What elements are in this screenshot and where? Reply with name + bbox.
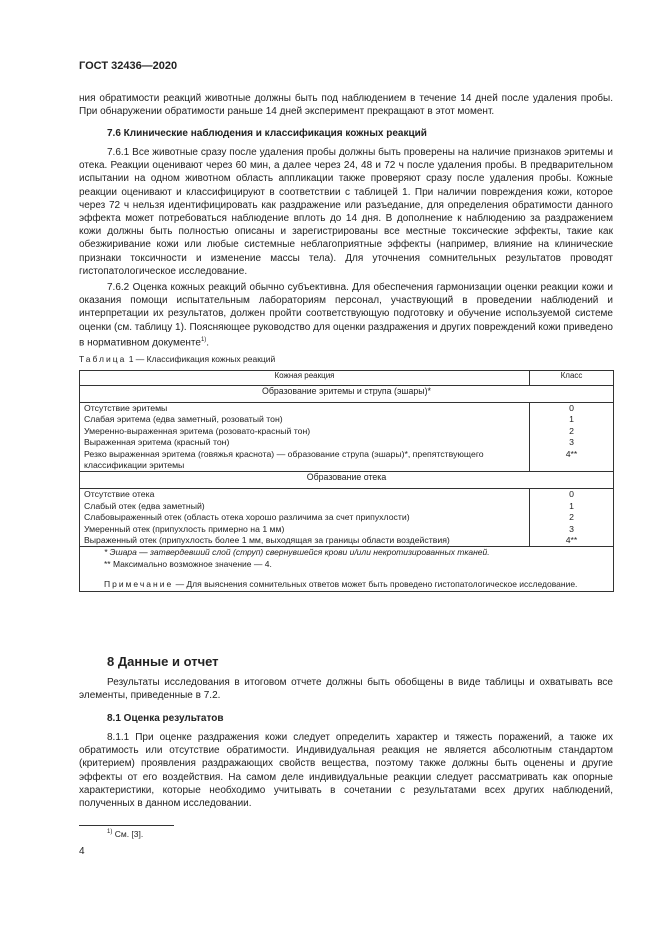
note-max-value: ** Максимально возможное значение — 4.: [104, 558, 272, 569]
table-notes-row: [80, 547, 614, 591]
table-row-class: 4**: [565, 448, 578, 459]
paragraph-7-6-2-text: 7.6.2 Оценка кожных реакций обычно субъективна. Для обеспечения гармонизации оценки реакции кожи и оказания помощи испытательным лабораториям персонал, участвующий в проведении наблюдений и интерпретации их результатов, должен пройти соответствующую подготовку и обучение используемой системе оценки (см. таблицу 1). Поясняющее руководство для оценки раздражения и других повреждений кожи приведено в нормативном документе: [79, 282, 613, 349]
erythema-section-row: [80, 386, 614, 403]
footnote-ref: 1): [200, 336, 207, 343]
erythema-descriptions: [80, 403, 530, 472]
edema-section-title: Образование отека: [80, 472, 614, 489]
footnote: [107, 829, 143, 839]
column-header-class: Класс: [530, 371, 614, 386]
erythema-classes: [530, 403, 614, 472]
footnote-text: См. [3].: [112, 829, 144, 839]
table-row-class: 0: [569, 489, 574, 500]
footnote-mark: 1): [107, 829, 113, 836]
paragraph-7-6-2: [79, 281, 613, 349]
table-row-text: Отсутствие эритемы: [84, 403, 168, 413]
edema-classes: [530, 489, 614, 547]
table-row-text: Резко выраженная эритема (говяжья краснота) — образование струпа (эшары)*, препятствующего классификации эритемы: [84, 448, 484, 471]
edema-section-row: [80, 472, 614, 489]
table-row-text: Умеренный отек (припухлость примерно на 1 мм): [84, 523, 285, 534]
table-row-text: Слабый отек (едва заметный): [84, 500, 205, 511]
table-row-text: Выраженная эритема (красный тон): [84, 437, 230, 448]
page-number: 4: [79, 846, 85, 857]
table-row-class: 3: [569, 523, 574, 534]
table-row-class: 1: [569, 500, 574, 511]
paragraph-8: Результаты исследования в итоговом отчете должны быть обобщены в виде таблицы и охватывать все элементы, приведенные в 7.2.: [79, 677, 613, 702]
table-row-text: Отсутствие отека: [84, 489, 155, 500]
erythema-section-title: Образование эритемы и струпа (эшары)*: [80, 386, 614, 403]
table-notes: [80, 547, 614, 591]
edema-rows: [80, 489, 614, 547]
table-caption-label: Таблица: [79, 354, 127, 364]
table-row-class: 4**: [565, 535, 578, 546]
section-8-heading: 8 Данные и отчет: [107, 654, 219, 669]
table-row-text: Слабовыраженный отек (область отека хорошо различима за счет припухлости): [84, 512, 410, 523]
column-header-reaction: Кожная реакция: [80, 371, 530, 386]
table-row-class: 2: [569, 512, 574, 523]
table-row-text: Выраженный отек (припухлость более 1 мм, выходящая за границы области воздействия): [84, 535, 450, 546]
section-7-6-heading: 7.6 Клинические наблюдения и классификация кожных реакций: [107, 128, 427, 139]
table-caption-title: 1 — Классификация кожных реакций: [126, 354, 276, 364]
table-caption: [79, 354, 275, 364]
document-header: ГОСТ 32436—2020: [79, 60, 178, 72]
table-remark: [84, 579, 609, 590]
paragraph-8-1-1: 8.1.1 При оценке раздражения кожи следует определить характер и тяжесть поражений, а также их обратимость или отсутствие обратимости. Индивидуальная реакция не является абсолютным стандартом (критерием) проявления раздражающих свойств вещества, поэтому также должны быть оценены и другие эффекты от его воздействия. На самом деле индивидуальные реакции следует рассматривать как опорные характеристики, которые необходимо учитывать в сочетании с результатами всех других наблюдений, полученных в данном исследовании.: [79, 732, 613, 810]
table-row-class: 0: [569, 403, 574, 413]
table-row-class: 3: [569, 437, 574, 448]
paragraph-7-6-2-end: .: [206, 337, 210, 349]
erythema-rows: [80, 403, 614, 472]
edema-descriptions: [80, 489, 530, 547]
table-row-text: Умеренно-выраженная эритема (розовато-красный тон): [84, 425, 311, 436]
paragraph-7-6-1: 7.6.1 Все животные сразу после удаления пробы должны быть проверены на наличие признаков эритемы и отека. Реакции оценивают через 60 мин, а далее через 24, 48 и 72 ч после удаления пробы. В предварительном испытании на одном животном область аппликации также проверяют сразу после удаления пробы. Кожные реакции оценивают и классифицируют в соответствии с таблицей 1. При наличии повреждения кожи, которое через 72 ч нельзя идентифицировать как раздражение или разъедание, для определения обратимости данного эффекта может потребоваться наблюдение вплоть до 14 дня. В дополнение к наблюдению за раздражением кожи должны быть полностью описаны и зарегистрированы все местные токсические эффекты, такие как обезжиривание кожи или любые системные неблагоприятные эффекты (например, влияние на клинические признаки токсичности и изменение массы тела). Для уточнения сомнительных результатов проводят гистопатологическое исследование.: [79, 147, 613, 277]
skin-reactions-table: [79, 370, 614, 592]
table-row-text: Слабая эритема (едва заметный, розоватый тон): [84, 414, 283, 425]
footnote-divider: [79, 825, 174, 826]
table-row-class: 1: [569, 414, 574, 425]
section-8-1-heading: 8.1 Оценка результатов: [107, 713, 224, 724]
remark-text: — Для выяснения сомнительных ответов может быть проведено гистопатологическое исследование.: [173, 579, 578, 590]
note-eschar: * Эшара — затвердевший слой (струп) свернувшейся крови и/или некротизированных тканей.: [104, 547, 490, 558]
table-row-class: 2: [569, 425, 574, 436]
intro-paragraph: ния обратимости реакций животные должны быть под наблюдением в течение 14 дней после удаления пробы. При обнаружении обратимости раньше 14 дней эксперимент прекращают в этот момент.: [79, 93, 613, 118]
remark-label: Примечание: [104, 579, 174, 590]
table-header-row: [80, 371, 614, 386]
